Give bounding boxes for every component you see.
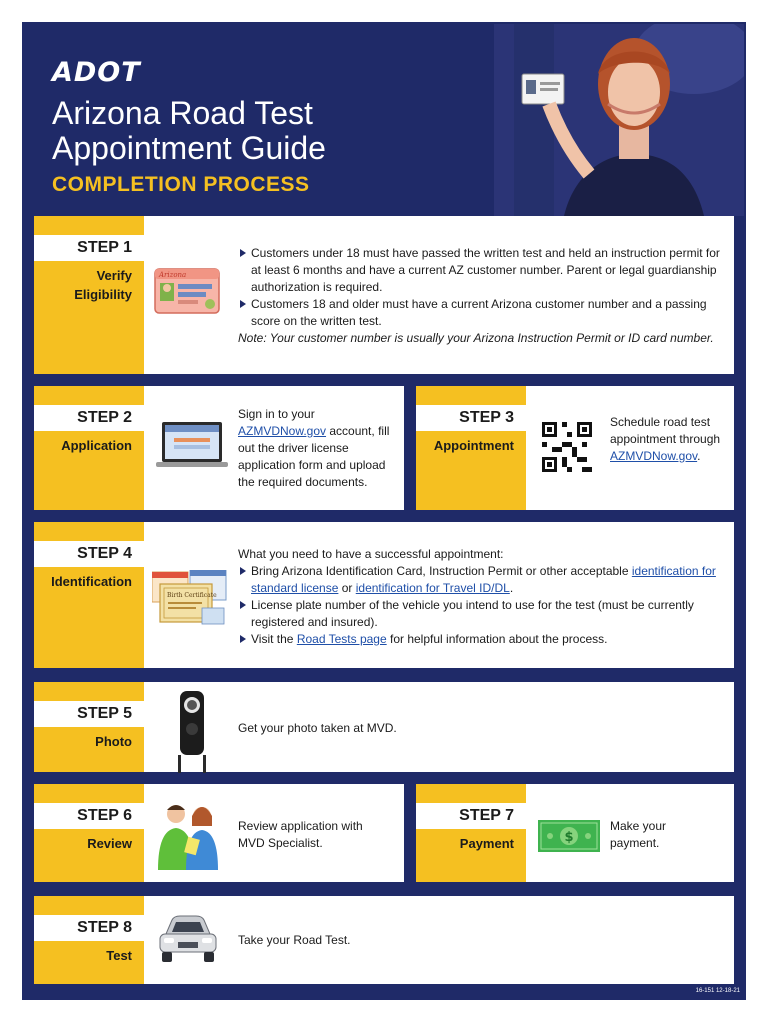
step-2-name: Application bbox=[61, 438, 132, 453]
step-7-name: Payment bbox=[459, 836, 514, 851]
step-4-b3-after: for helpful information about the process. bbox=[386, 632, 608, 646]
step-1-note: Note: Your customer number is usually your Arizona Instruction Permit or ID card number. bbox=[238, 331, 714, 345]
laptop-icon bbox=[156, 420, 228, 475]
step-4-b1-end: . bbox=[509, 581, 514, 595]
step-2-card bbox=[34, 386, 404, 510]
step-4-bullet-3 bbox=[238, 631, 724, 648]
step-5-text: Get your photo taken at MVD. bbox=[238, 721, 397, 735]
step-1-text bbox=[238, 245, 724, 347]
header-photo bbox=[494, 24, 744, 216]
step-4-b3-before: Visit the bbox=[251, 632, 297, 646]
step-7-strip bbox=[416, 784, 526, 882]
step-4-b1-text: Bring Arizona Identification Card, Instruction Permit or other acceptable bbox=[251, 564, 632, 578]
step-2-label: STEP 2 bbox=[34, 405, 144, 431]
id-card-icon bbox=[154, 268, 220, 319]
step-5-name: Photo bbox=[95, 734, 132, 749]
specialist-people-icon bbox=[156, 802, 222, 875]
step-4-card bbox=[34, 522, 734, 668]
azmvdnow-link[interactable]: AZMVDNow.gov bbox=[238, 424, 327, 438]
step-3-text bbox=[610, 414, 722, 465]
step-4-b1-mid: or bbox=[338, 581, 356, 595]
step-8-card bbox=[34, 896, 734, 984]
step-2-text-after: account, fill out the driver license application form and upload the required documents. bbox=[238, 424, 390, 489]
id-travel-link[interactable]: identification for Travel ID/DL bbox=[355, 581, 510, 595]
step-1-name-line1: Verify bbox=[96, 268, 132, 283]
step-8-label: STEP 8 bbox=[34, 915, 144, 941]
step-7-label: STEP 7 bbox=[416, 803, 526, 829]
step-1-card bbox=[34, 216, 734, 374]
camera-icon bbox=[174, 691, 210, 778]
step-6-text: Review application with MVD Specialist. bbox=[238, 819, 363, 850]
step-4-intro: What you need to have a successful appointment: bbox=[238, 547, 504, 561]
step-1-label: STEP 1 bbox=[34, 235, 144, 261]
step-7-card bbox=[416, 784, 734, 882]
step-4-bullet-1 bbox=[238, 563, 724, 597]
step-4-text bbox=[238, 546, 724, 648]
page-subtitle: COMPLETION PROCESS bbox=[52, 173, 310, 196]
step-2-text bbox=[238, 406, 394, 491]
car-icon bbox=[156, 914, 220, 969]
step-1-name-line2: Eligibility bbox=[74, 287, 132, 302]
svg-text:Arizona: Arizona bbox=[159, 271, 187, 279]
step-3-label: STEP 3 bbox=[416, 405, 526, 431]
step-3-card bbox=[416, 386, 734, 510]
step-4-label: STEP 4 bbox=[34, 541, 144, 567]
step-4-name: Identification bbox=[51, 574, 132, 589]
svg-text:$: $ bbox=[564, 830, 574, 845]
step-6-label: STEP 6 bbox=[34, 803, 144, 829]
page-title: Arizona Road Test Appointment Guide bbox=[52, 95, 326, 166]
step-8-name: Test bbox=[106, 948, 132, 963]
road-tests-page-link[interactable]: Road Tests page bbox=[296, 632, 387, 646]
step-5-strip bbox=[34, 682, 144, 772]
adot-logo: ADOT bbox=[52, 57, 141, 88]
qr-code-icon[interactable] bbox=[542, 422, 592, 477]
step-3-text-after: . bbox=[697, 449, 701, 463]
step-8-text: Take your Road Test. bbox=[238, 933, 351, 947]
step-7-text: Make your payment. bbox=[610, 819, 667, 850]
step-1-bullet-2: Customers 18 and older must have a current Arizona customer number and a passing score on the written test. bbox=[238, 296, 724, 330]
step-5-card bbox=[34, 682, 734, 772]
step-6-name: Review bbox=[87, 836, 132, 851]
step-3-text-before: Schedule road test appointment through bbox=[610, 415, 721, 446]
svg-text:Birth Certificate: Birth Certificate bbox=[167, 592, 217, 599]
id-standard-license-link[interactable]: identification for standard license bbox=[251, 564, 716, 595]
footer-code: 16-151 12-18-21 bbox=[695, 988, 740, 994]
step-2-text-before: Sign in to your bbox=[238, 407, 315, 421]
step-4-bullet-2: License plate number of the vehicle you intend to use for the test (must be currently registered and insured). bbox=[238, 597, 724, 631]
dollar-bill-icon bbox=[538, 820, 600, 857]
documents-icon bbox=[152, 570, 228, 631]
step-3-name: Appointment bbox=[433, 438, 514, 453]
step-6-strip bbox=[34, 784, 144, 882]
step-6-card bbox=[34, 784, 404, 882]
azmvdnow-link-2[interactable]: AZMVDNow.gov bbox=[610, 449, 698, 463]
step-5-label: STEP 5 bbox=[34, 701, 144, 727]
step-1-bullet-1: Customers under 18 must have passed the written test and held an instruction permit for at least 6 months and have a current AZ customer number. Parent or legal guardianship authorization is required. bbox=[238, 245, 724, 296]
